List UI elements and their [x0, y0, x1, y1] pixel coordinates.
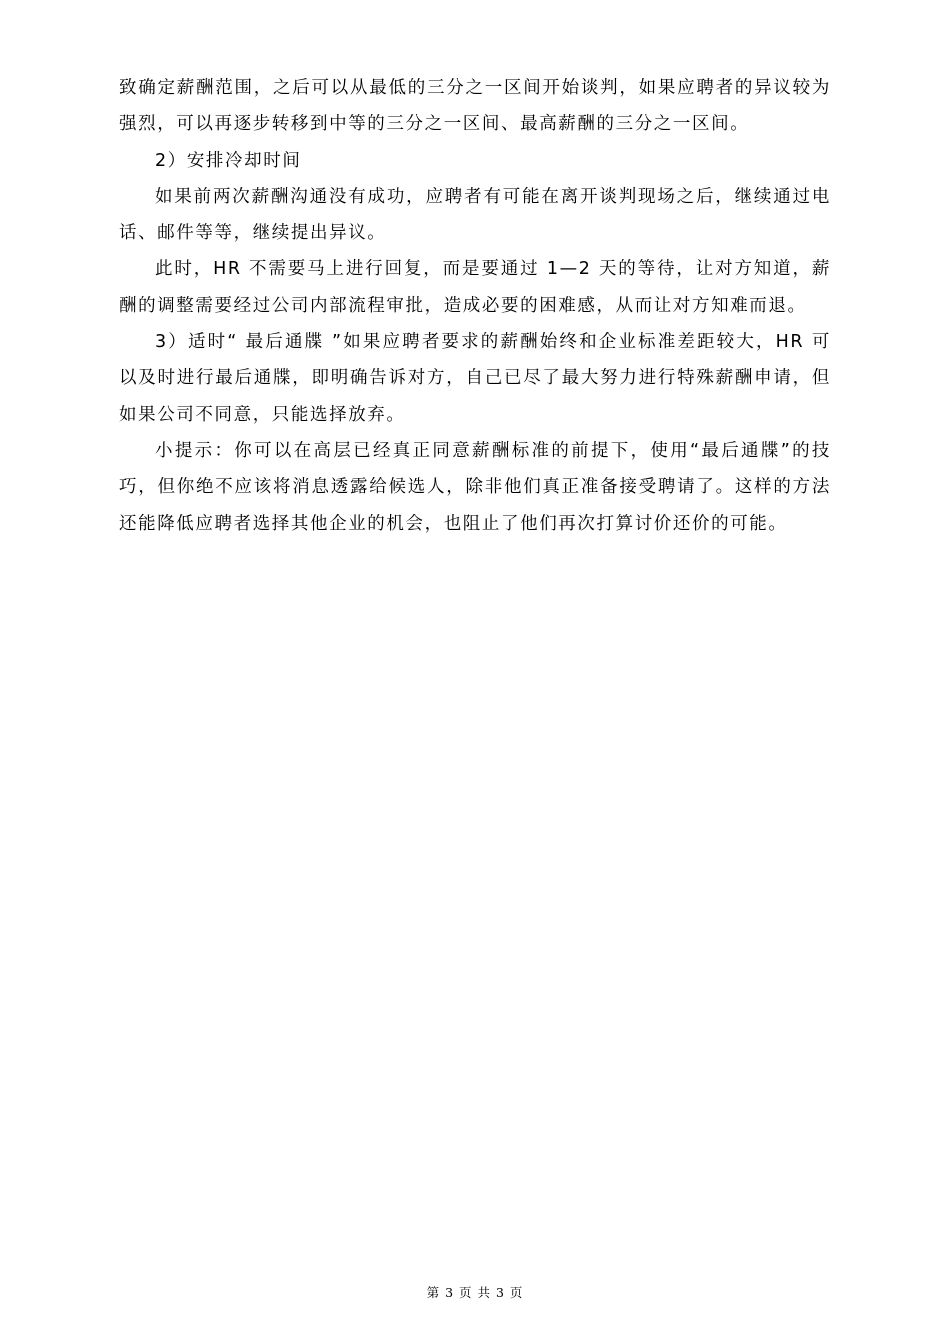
paragraph-continuation: 致确定薪酬范围，之后可以从最低的三分之一区间开始谈判，如果应聘者的异议较为强烈，可以再逐步转移到中等的三分之一区间、最高薪酬的三分之一区间。: [119, 78, 831, 135]
page-footer: 第 3 页 共 3 页: [426, 1285, 524, 1300]
paragraph-final-ultimatum: 3）适时“ 最后通牒 ”如果应聘者要求的薪酬始终和企业标准差距较大，HR 可以及时进行最后通牒，即明确告诉对方，自己已尽了最大努力进行特殊薪酬申请，但如果公司不同意，只能选择放弃。: [119, 332, 831, 425]
paragraph: 此时，HR 不需要马上进行回复，而是要通过 1—2 天的等待，让对方知道，薪酬的调整需要经过公司内部流程审批，造成必要的困难感，从而让对方知难而退。: [119, 259, 831, 316]
paragraph: 如果前两次薪酬沟通没有成功，应聘者有可能在离开谈判现场之后，继续通过电话、邮件等等，继续提出异议。: [119, 186, 831, 244]
document-body: [119, 70, 831, 542]
section-heading-cooling-time: 2）安排冷却时间: [155, 150, 302, 171]
paragraph-tip: 小提示：你可以在高层已经真正同意薪酬标准的前提下，使用“最后通牒”的技巧，但你绝不应该将消息透露给候选人，除非他们真正准备接受聘请了。这样的方法还能降低应聘者选择其他企业的机会，也阻止了他们再次打算讨价还价的可能。: [119, 440, 831, 534]
